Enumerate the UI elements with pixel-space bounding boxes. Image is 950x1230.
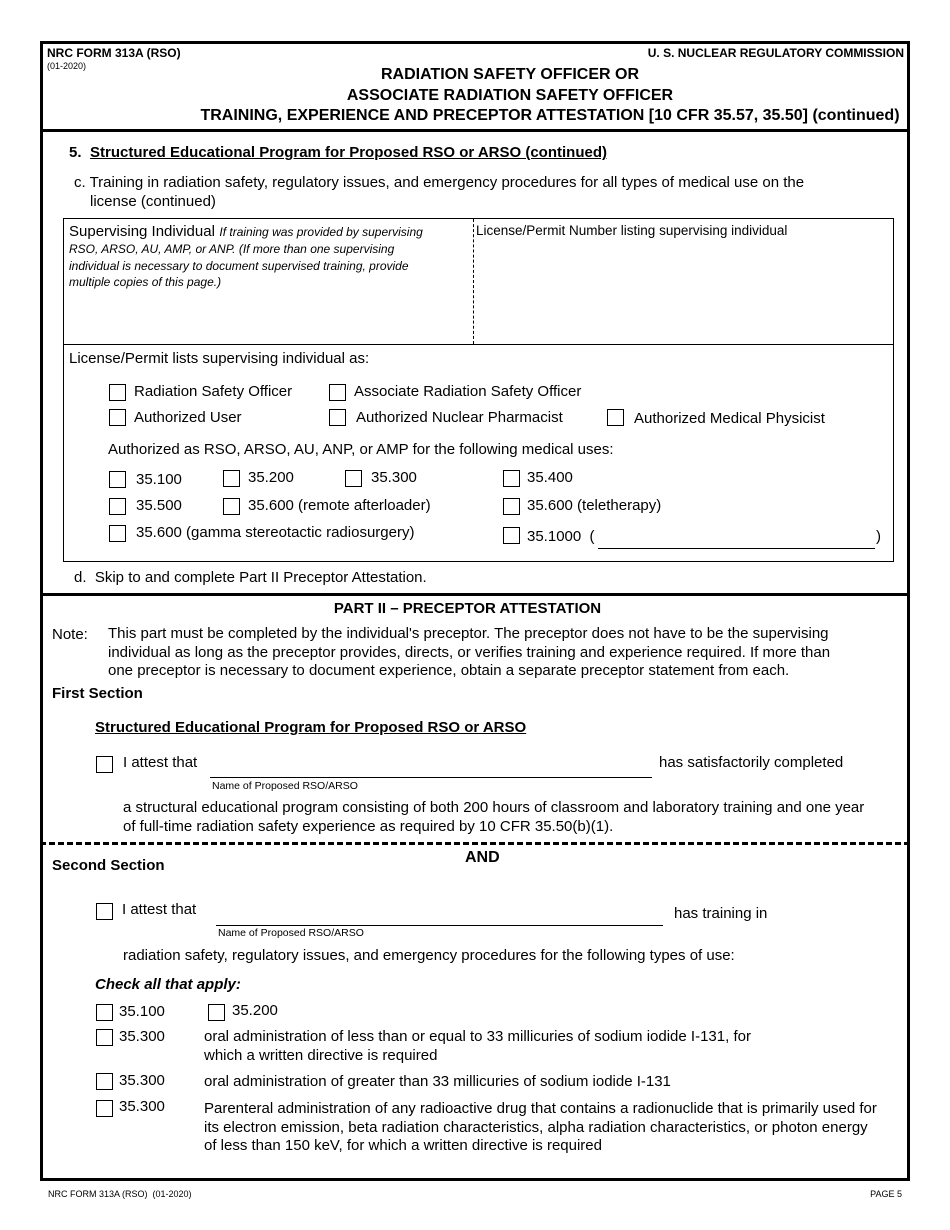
note-line2: individual as long as the preceptor provides, directs, or verifies training and experience required. If more than <box>108 643 831 661</box>
item-35200-checkbox[interactable] <box>208 1004 225 1021</box>
first-text-line1: a structural educational program consisting of both 200 hours of classroom and laboratory training and one year <box>123 799 865 816</box>
second-text: radiation safety, regulatory issues, and emergency procedures for the following types of use: <box>123 947 735 964</box>
use-35100-label: 35.100 <box>136 471 182 488</box>
item-35300c-desc1: Parenteral administration of any radioactive drug that contains a radionuclide that is primarily used for <box>204 1100 877 1117</box>
au-label: Authorized User <box>134 409 242 426</box>
item-c-line2: license (continued) <box>90 193 216 210</box>
supervising-note-4: multiple copies of this page.) <box>69 275 222 289</box>
section-dashed-divider <box>40 842 910 845</box>
item-35300c-desc2: its electron emission, beta radiation characteristics, alpha radiation characteristics, or photon energy <box>204 1118 868 1136</box>
item-d: d. Skip to and complete Part II Preceptor Attestation. <box>74 569 427 586</box>
item-35300c-desc3: of less than 150 keV, for which a written directive is required <box>204 1137 602 1154</box>
amp-checkbox[interactable] <box>607 409 624 426</box>
item-35300a-desc2: which a written directive is required <box>204 1046 438 1064</box>
use-35300-label: 35.300 <box>371 469 417 486</box>
first-text-line2: of full-time radiation safety experience as required by 10 CFR 35.50(b)(1). <box>123 817 614 835</box>
part2-title: PART II – PRECEPTOR ATTESTATION <box>333 600 602 617</box>
second-section-label: Second Section <box>52 857 165 874</box>
item-35300b-label: 35.300 <box>119 1072 165 1089</box>
arso-label: Associate Radiation Safety Officer <box>354 383 582 400</box>
license-number-field[interactable] <box>478 245 888 340</box>
section-number: 5. <box>69 144 82 161</box>
first-completed-label: has satisfactorily completed <box>659 754 844 771</box>
first-name-caption: Name of Proposed RSO/ARSO <box>212 780 358 792</box>
amp-label: Authorized Medical Physicist <box>634 410 825 427</box>
form-date: (01-2020) <box>47 61 87 71</box>
note-line3: one preceptor is necessary to document experience, obtain a separate preceptor statement from each. <box>108 662 790 679</box>
rso-checkbox[interactable] <box>109 384 126 401</box>
item-c-line1: c. Training in radiation safety, regulatory issues, and emergency procedures for all types of medical use on the <box>74 174 805 191</box>
item-35300b-checkbox[interactable] <box>96 1073 113 1090</box>
title-line-3: TRAINING, EXPERIENCE AND PRECEPTOR ATTESTATION [10 CFR 35.57, 35.50] (continued) <box>200 107 900 124</box>
use-35600-tele-label: 35.600 (teletherapy) <box>527 497 662 514</box>
item-35300b-desc: oral administration of greater than 33 millicuries of sodium iodide I-131 <box>204 1073 671 1090</box>
check-all-label: Check all that apply <box>95 976 236 993</box>
anp-label: Authorized Nuclear Pharmacist <box>356 409 563 426</box>
use-351000-field[interactable] <box>598 528 875 548</box>
item-35300a-label: 35.300 <box>119 1028 165 1045</box>
item-35300a-checkbox[interactable] <box>96 1029 113 1046</box>
authorized-uses-label: Authorized as RSO, ARSO, AU, ANP, or AMP for the following medical uses: <box>108 441 614 458</box>
supervising-note-3: individual is necessary to document supervised training, provide <box>69 258 409 273</box>
item-35100-checkbox[interactable] <box>96 1004 113 1021</box>
part2-divider <box>40 593 910 596</box>
box-row-divider <box>63 344 894 345</box>
use-35600-remote-checkbox[interactable] <box>223 498 240 515</box>
arso-checkbox[interactable] <box>329 384 346 401</box>
use-35100-checkbox[interactable] <box>109 471 126 488</box>
use-35600-gamma-checkbox[interactable] <box>109 525 126 542</box>
check-all-colon: : <box>235 976 241 993</box>
use-35300-checkbox[interactable] <box>345 470 362 487</box>
item-35300c-label: 35.300 <box>119 1098 165 1115</box>
use-35400-label: 35.400 <box>527 469 573 486</box>
use-35600-remote-label: 35.600 (remote afterloader) <box>248 497 431 514</box>
note-label: Note: <box>52 626 88 643</box>
note-line1: This part must be completed by the individual's preceptor. The preceptor does not have to be the supervising <box>108 625 829 642</box>
footer-page-number: PAGE 5 <box>870 1189 902 1199</box>
au-checkbox[interactable] <box>109 409 126 426</box>
lists-as-label: License/Permit lists supervising individual as: <box>69 350 370 367</box>
use-35500-checkbox[interactable] <box>109 498 126 515</box>
use-351000-field-line <box>598 548 875 549</box>
first-section-label: First Section <box>52 685 143 702</box>
use-35600-tele-checkbox[interactable] <box>503 498 520 515</box>
supervising-label: Supervising Individual <box>69 223 215 240</box>
agency-name: U. S. NUCLEAR REGULATORY COMMISSION <box>647 46 904 60</box>
second-attest-label: I attest that <box>122 901 197 918</box>
title-line-2: ASSOCIATE RADIATION SAFETY OFFICER <box>346 87 674 104</box>
license-number-label: License/Permit Number listing supervising individual <box>476 223 788 238</box>
supervising-note-1: If training was provided by supervising <box>219 225 423 239</box>
anp-checkbox[interactable] <box>329 409 346 426</box>
title-line-1: RADIATION SAFETY OFFICER OR <box>380 66 640 83</box>
use-35400-checkbox[interactable] <box>503 470 520 487</box>
use-35200-checkbox[interactable] <box>223 470 240 487</box>
header-divider <box>40 129 910 132</box>
second-has-training: has training in <box>674 905 768 922</box>
use-351000-checkbox[interactable] <box>503 527 520 544</box>
supervising-individual-field[interactable] <box>70 290 470 340</box>
first-name-field[interactable] <box>210 756 652 777</box>
use-35600-gamma-label: 35.600 (gamma stereotactic radiosurgery) <box>136 524 415 541</box>
use-351000-label: 35.1000 ( <box>527 528 595 545</box>
first-name-line <box>210 777 652 778</box>
use-35200-label: 35.200 <box>248 469 294 486</box>
item-35200-label: 35.200 <box>232 1002 278 1019</box>
first-section-heading: Structured Educational Program for Proposed RSO or ARSO <box>95 719 527 736</box>
first-attest-label: I attest that <box>123 754 198 771</box>
footer-form-id: NRC FORM 313A (RSO) (01-2020) <box>48 1189 192 1199</box>
form-id: NRC FORM 313A (RSO) <box>47 46 181 60</box>
item-35100-label: 35.100 <box>119 1003 165 1020</box>
supervising-note-2: RSO, ARSO, AU, AMP, or ANP. (If more than one supervising <box>69 242 395 256</box>
use-351000-close: ) <box>876 528 881 545</box>
box-divider <box>473 219 474 344</box>
item-35300c-checkbox[interactable] <box>96 1100 113 1117</box>
item-35300a-desc1: oral administration of less than or equal to 33 millicuries of sodium iodide I-131, for <box>204 1028 751 1045</box>
second-name-line <box>216 925 663 926</box>
rso-label: Radiation Safety Officer <box>134 383 293 400</box>
second-name-caption: Name of Proposed RSO/ARSO <box>218 927 364 939</box>
second-attest-checkbox[interactable] <box>96 903 113 920</box>
and-label: AND <box>465 849 500 866</box>
first-attest-checkbox[interactable] <box>96 756 113 773</box>
section-heading: Structured Educational Program for Proposed RSO or ARSO (continued) <box>90 144 607 161</box>
use-35500-label: 35.500 <box>136 497 182 514</box>
second-name-field[interactable] <box>216 903 663 925</box>
